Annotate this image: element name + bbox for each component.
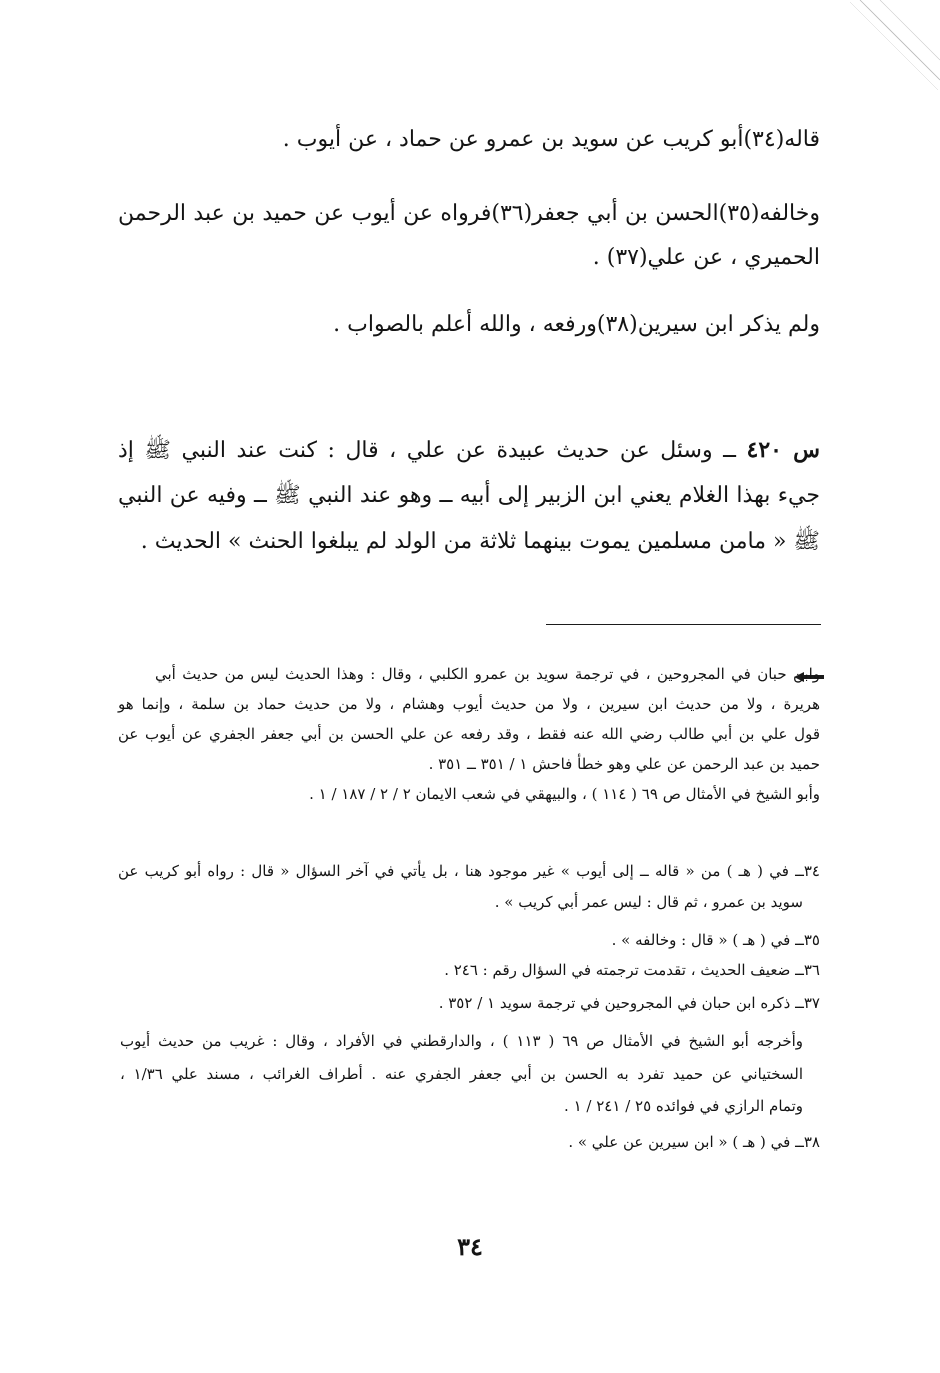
- footnote-line: وأبو الشيخ في الأمثال ص ٦٩ ( ١١٤ ) ، والبيهقي في شعب الايمان ٢ / ٢ / ١٨٧ / ١ .: [309, 785, 820, 803]
- footnote-line: ٣٤ــ في ( هـ ) من « قاله ــ إلى أيوب » غير موجود هنا ، بل يأتي في آخر السؤال « قال : رواه أبو كريب عن: [118, 862, 820, 880]
- question-text: ــ وسئل عن حديث عبيدة عن علي ، قال : كنت عند النبي ﷺ إذ: [118, 438, 736, 463]
- question-line: جيء بهذا الغلام يعني ابن الزبير إلى أبيه ــ وهو عند النبي ﷺ ــ وفيه عن النبي: [118, 483, 820, 508]
- main-text-line: ولم يذكر ابن سيرين(٣٨)ورفعه ، والله أعلم بالصواب .: [333, 312, 820, 337]
- question-line: ﷺ « مامن مسلمين يموت بينهما ثلاثة من الولد لم يبلغوا الحنث » الحديث .: [140, 529, 820, 554]
- footnote-line: ٣٧ــ ذكره ابن حبان في المجروحين في ترجمة سويد ١ / ٣٥٢ .: [438, 994, 820, 1012]
- main-text-line: الحميري ، عن علي(٣٧) .: [592, 245, 820, 270]
- footnote-line: قول علي بن أبي طالب رضي الله عنه فقط ، وقد رفعه عن علي الحسن بن أبي جعفر الجفري عن أيوب عن: [118, 725, 820, 743]
- footnote-line: وابن حبان في المجروحين ، في ترجمة سويد بن عمرو الكلبي ، وقال : وهذا الحديث ليس من حديث أبي: [155, 665, 820, 683]
- main-text-line: وخالفه(٣٥)الحسن بن أبي جعفر(٣٦)فرواه عن أيوب عن حميد بن عبد الرحمن: [118, 201, 820, 226]
- footnote-line: سويد بن عمرو ، ثم قال : ليس عمر أبي كريب » .: [494, 893, 803, 911]
- footnote-separator: [546, 624, 821, 625]
- footnote-line: ٣٦ــ ضعيف الحديث ، تقدمت ترجمته في السؤال رقم : ٢٤٦ .: [444, 961, 820, 979]
- scan-corner-lines: [850, 0, 940, 90]
- footnote-line: وأخرجه أبو الشيخ في الأمثال ص ٦٩ ( ١١٣ ) ، والدارقطني في الأفراد ، وقال : غريب من حديث أيوب: [120, 1032, 804, 1050]
- main-text-line: قاله(٣٤)أبو كريب عن سويد بن عمرو عن حماد ، عن أيوب .: [282, 127, 820, 152]
- question-number: س ٤٢٠: [746, 437, 820, 463]
- footnote-line: السختياني عن حميد تفرد به الحسن بن أبي جعفر الجفري عنه . أطراف الغرائب ، مسند علي ١/٣٦ ،: [120, 1065, 803, 1083]
- page-number: ٣٤: [457, 1232, 483, 1261]
- question-line: [118, 435, 820, 466]
- footnote-line: حميد بن عبد الرحمن عن علي وهو خطأ فاحش ١ / ٣٥١ ــ ٣٥١ .: [428, 755, 820, 773]
- footnote-line: هريرة ، ولا من حديث ابن سيرين ، ولا من حديث أيوب وهشام ، ولا من حديث حماد بن سلمة ، وإنما هو: [118, 695, 820, 713]
- footnote-line: ٣٨ــ في ( هـ ) « ابن سيرين عن علي » .: [568, 1133, 820, 1151]
- footnote-line: وتمام الرازي في فوائده ٢٥ / ٢٤١ / ١ .: [564, 1097, 803, 1115]
- footnote-line: ٣٥ــ في ( هـ ) « قال : وخالفه » .: [611, 931, 820, 949]
